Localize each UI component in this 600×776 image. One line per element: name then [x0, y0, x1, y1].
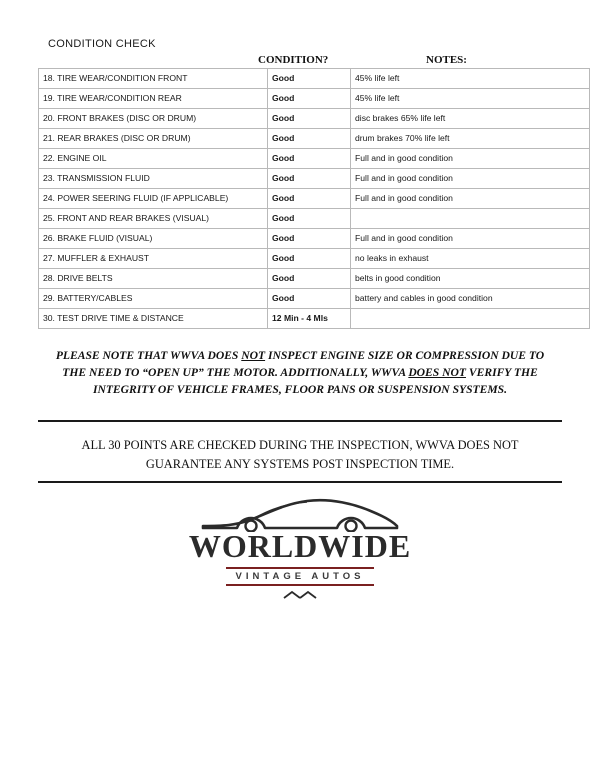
row-notes: no leaks in exhaust	[351, 249, 590, 269]
column-header-notes: NOTES:	[426, 54, 467, 66]
row-condition: Good	[268, 89, 351, 109]
row-condition: Good	[268, 129, 351, 149]
row-item: 20. FRONT BRAKES (DISC OR DRUM)	[39, 109, 268, 129]
company-logo	[0, 492, 600, 607]
table-row	[39, 309, 590, 329]
double-chevron-icon	[280, 590, 320, 600]
table-body	[39, 69, 590, 329]
row-notes: disc brakes 65% life left	[351, 109, 590, 129]
car-silhouette-icon	[195, 492, 405, 532]
row-item: 21. REAR BRAKES (DISC OR DRUM)	[39, 129, 268, 149]
table-row	[39, 89, 590, 109]
table-row	[39, 149, 590, 169]
row-item: 26. BRAKE FLUID (VISUAL)	[39, 229, 268, 249]
row-condition: Good	[268, 289, 351, 309]
disclaimer-line2-pre: THE NEED TO “OPEN UP” THE MOTOR. ADDITIONALLY, WWVA	[62, 365, 409, 379]
divider-top	[38, 420, 562, 422]
table-row	[39, 209, 590, 229]
table-row	[39, 169, 590, 189]
table-row	[39, 229, 590, 249]
row-item: 24. POWER SEERING FLUID (IF APPLICABLE)	[39, 189, 268, 209]
disclaimer-line2-underline: DOES NOT	[408, 365, 466, 379]
row-notes: Full and in good condition	[351, 229, 590, 249]
disclaimer-line2-post: VERIFY THE	[465, 365, 538, 379]
row-notes: Full and in good condition	[351, 189, 590, 209]
row-notes	[351, 209, 590, 229]
points-statement-line2: GUARANTEE ANY SYSTEMS POST INSPECTION TIME.	[145, 456, 455, 471]
row-condition: Good	[268, 149, 351, 169]
row-item: 27. MUFFLER & EXHAUST	[39, 249, 268, 269]
row-item: 30. TEST DRIVE TIME & DISTANCE	[39, 309, 268, 329]
logo-wordmark: WORLDWIDE	[188, 528, 412, 564]
disclaimer-line1-underline: NOT	[241, 349, 266, 362]
points-statement-line1: ALL 30 POINTS ARE CHECKED DURING THE INSPECTION, WWVA DOES NOT	[81, 438, 519, 452]
divider-bottom	[38, 481, 562, 483]
table-row	[39, 189, 590, 209]
row-item: 29. BATTERY/CABLES	[39, 289, 268, 309]
row-item: 19. TIRE WEAR/CONDITION REAR	[39, 89, 268, 109]
row-notes: drum brakes 70% life left	[351, 129, 590, 149]
condition-check-table	[38, 68, 590, 329]
table-row	[39, 269, 590, 289]
row-condition: Good	[268, 69, 351, 89]
table-row	[39, 109, 590, 129]
row-item: 28. DRIVE BELTS	[39, 269, 268, 289]
table-row	[39, 69, 590, 89]
points-statement	[46, 436, 554, 473]
row-item: 18. TIRE WEAR/CONDITION FRONT	[39, 69, 268, 89]
disclaimer-line1-pre: PLEASE NOTE THAT WWVA DOES	[55, 349, 242, 362]
row-item: 23. TRANSMISSION FLUID	[39, 169, 268, 189]
row-notes: 45% life left	[351, 69, 590, 89]
row-notes: belts in good condition	[351, 269, 590, 289]
row-condition: Good	[268, 229, 351, 249]
row-condition: Good	[268, 169, 351, 189]
row-notes: Full and in good condition	[351, 169, 590, 189]
disclaimer-text	[46, 348, 554, 398]
row-condition: Good	[268, 189, 351, 209]
row-condition: Good	[268, 269, 351, 289]
disclaimer-line1-post: INSPECT ENGINE SIZE OR COMPRESSION DUE TO	[265, 349, 545, 362]
table-row	[39, 129, 590, 149]
row-condition: Good	[268, 249, 351, 269]
column-header-condition: CONDITION?	[258, 54, 329, 66]
table-row	[39, 249, 590, 269]
row-condition: Good	[268, 209, 351, 229]
column-headers	[38, 54, 562, 68]
row-notes: 45% life left	[351, 89, 590, 109]
table-row	[39, 289, 590, 309]
row-notes: battery and cables in good condition	[351, 289, 590, 309]
disclaimer-line3: INTEGRITY OF VEHICLE FRAMES, FLOOR PANS OR SUSPENSION SYSTEMS.	[92, 382, 508, 396]
row-condition: 12 Min - 4 Mls	[268, 309, 351, 329]
row-condition: Good	[268, 109, 351, 129]
row-notes: Full and in good condition	[351, 149, 590, 169]
page-title: CONDITION CHECK	[48, 38, 156, 50]
logo-tagline: VINTAGE AUTOS	[226, 567, 375, 586]
row-item: 22. ENGINE OIL	[39, 149, 268, 169]
row-item: 25. FRONT AND REAR BRAKES (VISUAL)	[39, 209, 268, 229]
row-notes	[351, 309, 590, 329]
